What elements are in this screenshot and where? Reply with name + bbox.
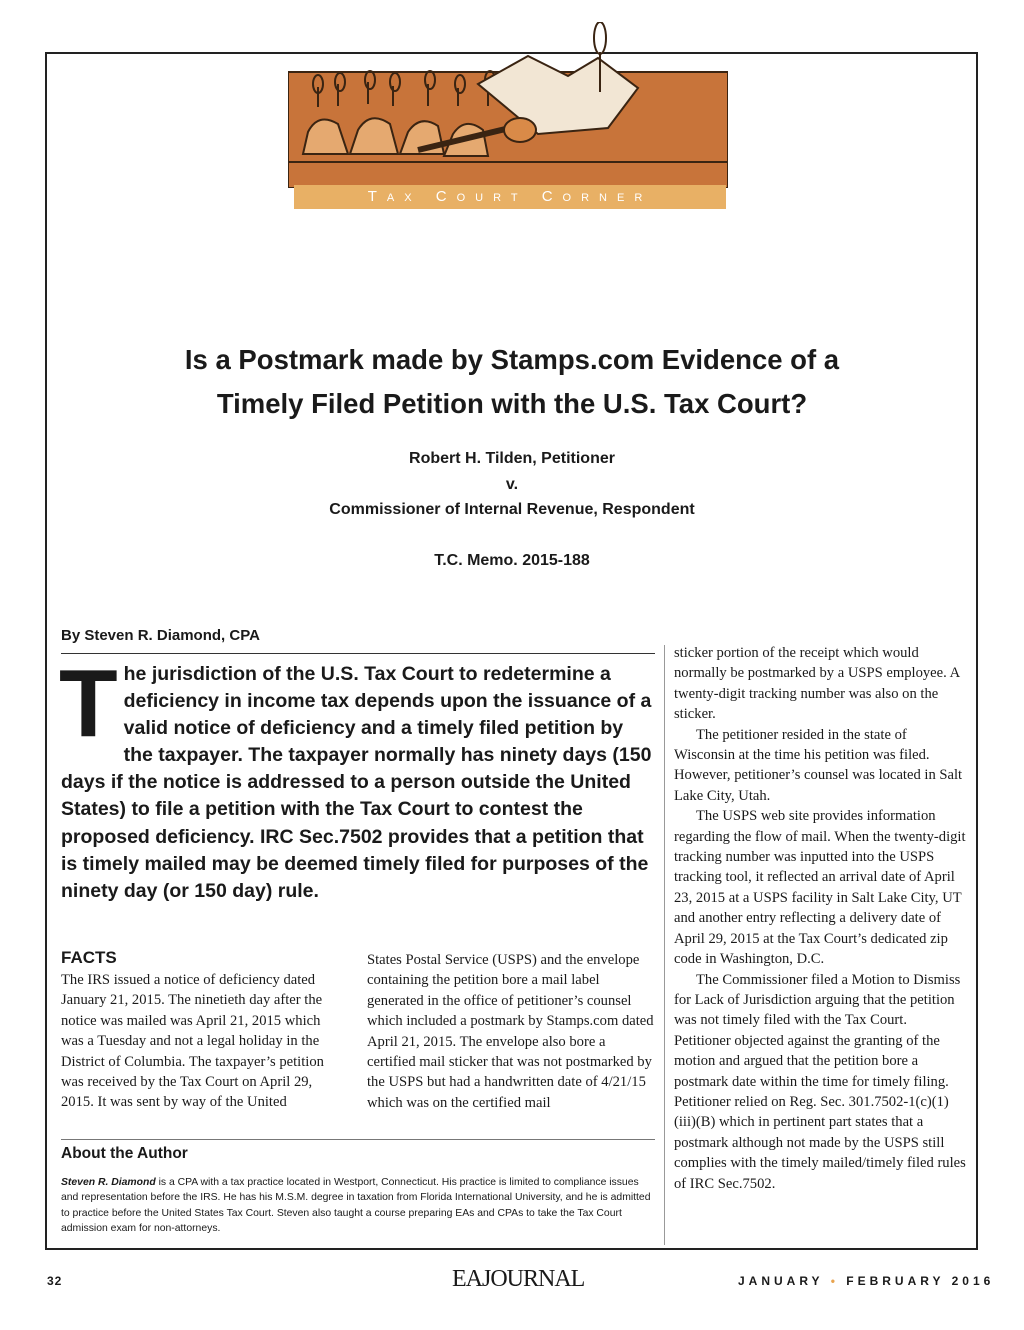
issue-date <box>738 1274 994 1288</box>
facts-column-1 <box>61 970 341 1113</box>
byline: By Steven R. Diamond, CPA <box>61 627 260 644</box>
author-bio: is a CPA with a tax practice located in Westport, Connecticut. His practice is limited to compliance issues and representation before the IRS. He has his M.S.M. degree in taxation from Florida International University, and he is admitted to practice before the United States Tax Court. Steven also taught a course preparing EAs and CPAs to take the Tax Court admission exam for non-attorneys. <box>61 1177 651 1235</box>
right-paragraph-2: The petitioner resided in the state of Wisconsin at the time his petition was filed. However, petitioner’s counsel was located in Salt Lake City, Utah. <box>674 726 963 804</box>
tax-court-illustration <box>288 22 728 188</box>
right-column <box>674 643 966 1194</box>
column-divider <box>664 645 665 1245</box>
title-line-2: Timely Filed Petition with the U.S. Tax Court? <box>216 388 808 419</box>
petitioner-line: Robert H. Tilden, Petitioner <box>409 450 615 467</box>
lead-paragraph <box>59 650 657 905</box>
title-line-1: Is a Postmark made by Stamps.com Evidence of a <box>184 344 840 375</box>
right-paragraph-3: The USPS web site provides information regarding the flow of mail. When the twenty-digit tracking number was inputted into the USPS tracking tool, it reflected an arrival date of April 23, 2015 at a USPS facility in Salt Lake City, UT and another entry reflecting a delivery date of April 29, 2015 at the Tax Court’s dedicated zip code in Washington, D.C. <box>674 808 966 968</box>
ea-journal-logo: EAJOURNAL <box>452 1266 585 1292</box>
lead-text: he jurisdiction of the U.S. Tax Court to redetermine a deficiency in income tax depends upon the issuance of a valid notice of deficiency and a timely filed petition by the taxpayer. The taxpayer normally has ninety days (150 days if the notice is addressed to a person outside the United States) to file a petition with the Tax Court to contest the proposed deficiency. IRC Sec.7502 provides that a petition that is timely mailed may be deemed timely filed for purposes of the ninety day (or 150 day) rule. <box>61 663 652 902</box>
respondent-line: Commissioner of Internal Revenue, Respondent <box>329 501 695 518</box>
about-text <box>61 1175 653 1237</box>
right-paragraph-1: sticker portion of the receipt which would normally be postmarked by a USPS employee. A twenty-digit tracking number was also on the sticker. <box>674 645 960 723</box>
month-1: JANUARY <box>738 1274 824 1288</box>
author-name: Steven R. Diamond <box>61 1177 156 1188</box>
tax-court-corner-banner <box>294 185 726 209</box>
drop-cap: T <box>59 650 118 757</box>
about-heading: About the Author <box>61 1145 188 1162</box>
versus-line: v. <box>505 476 519 493</box>
article-title <box>60 338 964 426</box>
facts-heading: FACTS <box>61 948 117 967</box>
page-number: 32 <box>47 1274 63 1288</box>
facts-col2-text: States Postal Service (USPS) and the envelope containing the petition bore a mail label generated in the office of petitioner’s counsel which included a postmark by Stamps.com dated April 21, 2015. The envelope also bore a certified mail sticker that was not postmarked by the USPS but had a handwritten date of 4/21/15 which was on the certified mail <box>367 952 654 1111</box>
divider <box>61 653 655 654</box>
month-2: FEBRUARY 2016 <box>846 1274 995 1288</box>
banner-label: Tax Court Corner <box>367 188 653 205</box>
separator-dot: • <box>830 1274 839 1288</box>
facts-column-2 <box>367 950 657 1113</box>
right-paragraph-4: The Commissioner filed a Motion to Dismiss for Lack of Jurisdiction arguing that the petition was not timely filed with the Tax Court. Petitioner objected against the granting of the motion and argued that the petition bore a postmark date within the time for timely filing. Petitioner relied on Reg. Sec. 301.7502-1(c)(1)(iii)(B) which in pertinent part states that a postmark although not made by the USPS still complies with the timely mailed/timely filed rules of IRC Sec.7502. <box>674 971 966 1192</box>
memo-line: T.C. Memo. 2015-188 <box>434 552 590 569</box>
facts-col1-text: The IRS issued a notice of deficiency dated January 21, 2015. The ninetieth day after the notice was mailed was April 21, 2015 which was a Tuesday and not a legal holiday in the District of Columbia. The taxpayer’s petition was received by the Tax Court on April 29, 2015. It was sent by way of the United <box>61 972 324 1111</box>
about-divider <box>61 1139 655 1140</box>
